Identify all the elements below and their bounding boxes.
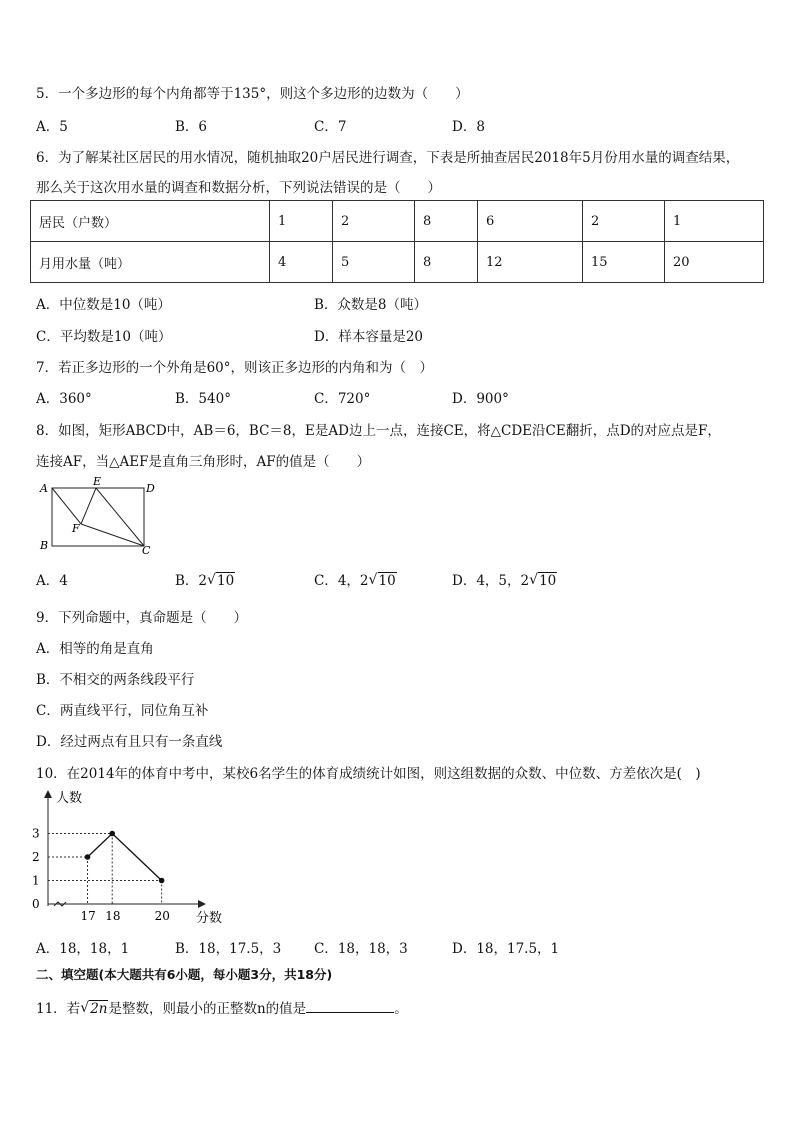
y-axis-label: 人数 xyxy=(56,791,83,806)
y-tick-label: 3 xyxy=(32,826,40,841)
rectangle-abcd xyxy=(52,488,144,546)
q8-option-b-prefix: B．2 xyxy=(175,573,208,589)
q8-option-d-prefix: D．4，5，2 xyxy=(452,573,530,589)
q11-stem-mid: 是整数，则最小的正整数n的值是 xyxy=(108,1001,307,1017)
q5-stem: 5．一个多边形的每个内角都等于135°，则这个多边形的边数为（ ） xyxy=(36,86,469,102)
q11-stem xyxy=(36,997,408,1017)
answer-blank[interactable] xyxy=(306,1000,394,1013)
rectangle-fold-figure xyxy=(36,474,161,556)
q10-option-b: B．18，17.5，3 xyxy=(175,941,282,957)
q7-option-d: D．900° xyxy=(452,391,509,407)
q8-option-c xyxy=(314,569,397,589)
table-cell: 8 xyxy=(415,201,478,242)
x-tick-label: 17 xyxy=(80,909,96,923)
y-tick-label: 2 xyxy=(32,850,40,864)
segment-af xyxy=(52,488,81,524)
label-e: E xyxy=(93,475,102,488)
q10-stem: 10．在2014年的体育中考中，某校6名学生的体育成绩统计如图，则这组数据的众数、中位数、方差依次是( ) xyxy=(36,766,701,782)
q6-option-d: D．样本容量是20 xyxy=(314,329,424,345)
sqrt-10: √ 10 xyxy=(368,572,396,589)
q10-option-d: D．18，17.5，1 xyxy=(452,941,560,957)
table-cell: 8 xyxy=(415,242,478,283)
q5-option-c: C．7 xyxy=(314,119,347,135)
data-point xyxy=(109,831,115,837)
label-c: C xyxy=(142,544,151,556)
q6-stem-line2: 那么关于这次用水量的调查和数据分析，下列说法错误的是（ ） xyxy=(36,180,441,196)
q5-option-d: D．8 xyxy=(452,119,485,135)
table-header-water-usage: 月用水量（吨） xyxy=(31,242,270,283)
q9-stem: 9．下列命题中，真命题是（ ） xyxy=(36,610,248,626)
y-tick-label: 0 xyxy=(32,897,40,911)
label-b: B xyxy=(40,539,49,552)
table-cell: 1 xyxy=(270,201,333,242)
y-tick-label: 1 xyxy=(32,873,40,888)
data-point xyxy=(85,854,91,860)
q9-option-d: D．经过两点有且只有一条直线 xyxy=(36,734,223,750)
data-point xyxy=(159,878,165,884)
q11-stem-pre: 11．若 xyxy=(36,1001,81,1017)
axis-break xyxy=(54,902,66,906)
q10-option-a: A．18，18，1 xyxy=(36,941,130,957)
segment-ef xyxy=(81,488,96,524)
q6-option-b: B．众数是8（吨） xyxy=(314,297,428,313)
table-cell: 15 xyxy=(583,242,665,283)
table-header-households: 居民（户数） xyxy=(31,201,270,242)
table-cell: 12 xyxy=(478,242,583,283)
label-f: F xyxy=(72,522,80,535)
q6-option-a: A．中位数是10（吨） xyxy=(36,297,171,313)
q8-option-d xyxy=(452,569,557,589)
q8-option-a: A．4 xyxy=(36,573,68,589)
table-cell: 6 xyxy=(478,201,583,242)
label-d: D xyxy=(146,482,155,495)
q6-option-c: C．平均数是10（吨） xyxy=(36,329,172,345)
section-heading-fill-in: 二、填空题(本大题共有6小题，每小题3分，共18分) xyxy=(36,967,333,982)
q5-option-b: B．6 xyxy=(175,119,208,135)
q8-option-c-prefix: C．4，2 xyxy=(314,573,369,589)
q5-option-a: A．5 xyxy=(36,119,68,135)
score-line-chart xyxy=(30,786,230,926)
q10-option-c: C．18，18，3 xyxy=(314,941,408,957)
table-row xyxy=(31,242,764,283)
q11-stem-end: 。 xyxy=(394,1001,408,1017)
table-cell: 5 xyxy=(333,242,415,283)
table-row xyxy=(31,201,764,242)
table-cell: 2 xyxy=(333,201,415,242)
q9-option-c: C．两直线平行，同位角互补 xyxy=(36,703,209,719)
table-cell: 1 xyxy=(665,201,764,242)
series-line xyxy=(88,834,162,881)
q8-option-b xyxy=(175,569,235,589)
table-cell: 2 xyxy=(583,201,665,242)
x-tick-label: 18 xyxy=(105,909,121,923)
q7-option-b: B．540° xyxy=(175,391,231,407)
q7-option-c: C．720° xyxy=(314,391,371,407)
q8-stem-line2: 连接AF，当△AEF是直角三角形时，AF的值是（ ） xyxy=(36,454,371,470)
sqrt-10: √ 10 xyxy=(529,572,557,589)
q7-stem: 7．若正多边形的一个外角是60°，则该正多边形的内角和为（ ） xyxy=(36,360,434,376)
sqrt-2n: √ 2n xyxy=(80,1000,108,1017)
table-cell: 4 xyxy=(270,242,333,283)
table-cell: 20 xyxy=(665,242,764,283)
q9-option-a: A．相等的角是直角 xyxy=(36,641,154,657)
q8-stem-line1: 8．如图，矩形ABCD中，AB＝6，BC＝8，E是AD边上一点，连接CE，将△CDE沿CE翻折，点D的对应点是F， xyxy=(36,423,721,439)
x-tick-label: 20 xyxy=(154,909,170,923)
q7-option-a: A．360° xyxy=(36,391,92,407)
q9-option-b: B．不相交的两条线段平行 xyxy=(36,672,195,688)
label-a: A xyxy=(40,482,48,495)
x-axis-label: 分数 xyxy=(196,911,223,926)
water-usage-table xyxy=(30,200,764,283)
q6-stem-line1: 6．为了解某社区居民的用水情况，随机抽取20户居民进行调查，下表是所抽查居民2018年5月份用水量的调查结果， xyxy=(36,150,740,166)
sqrt-10: √ 10 xyxy=(207,572,235,589)
